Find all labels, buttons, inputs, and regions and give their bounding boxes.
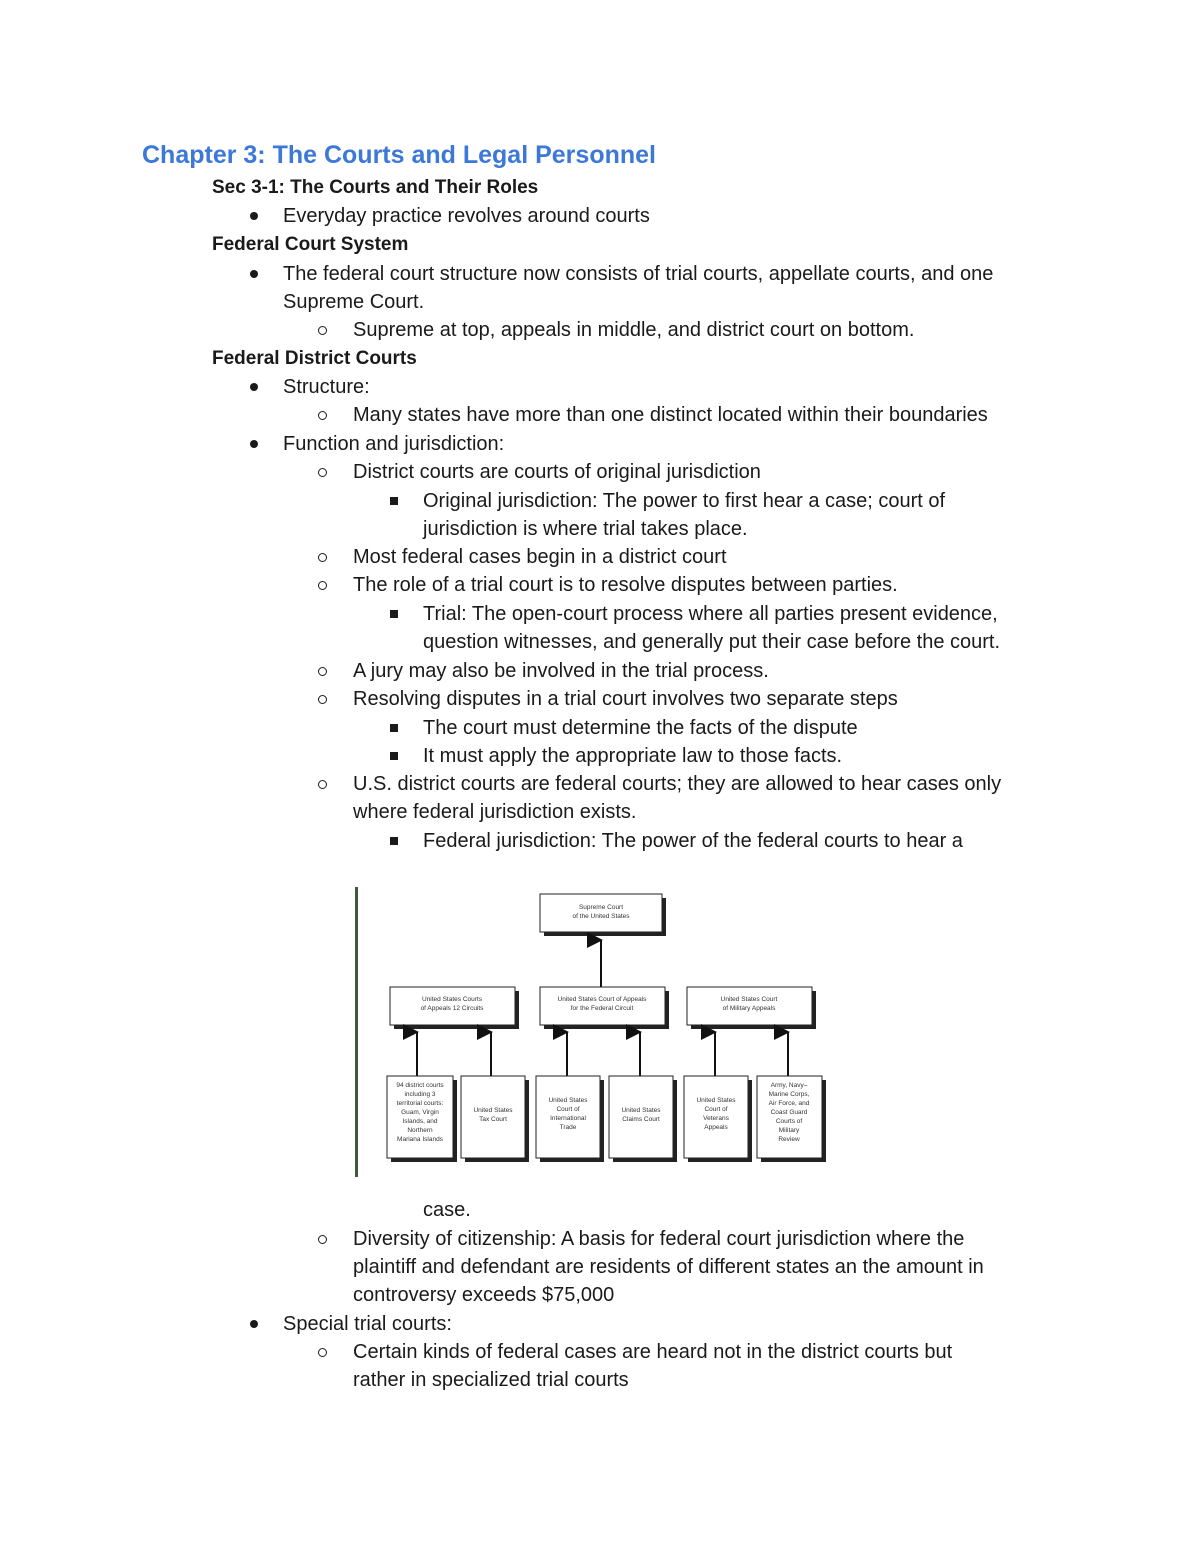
list-item: Trial: The open-court process where all parties present evidence, — [423, 603, 998, 625]
box-label: of the United States — [572, 913, 630, 920]
box-label: Veterans — [703, 1115, 729, 1122]
circle-bullet-icon — [318, 1235, 327, 1244]
box-label: Army, Navy– — [770, 1082, 808, 1089]
veterans-appeals-box — [684, 1076, 752, 1162]
bullet-icon — [250, 1320, 258, 1328]
box-label: United States Courts — [422, 996, 482, 1003]
list-item-continuation: case. — [423, 1199, 471, 1221]
box-label: 94 district courts — [396, 1082, 444, 1089]
box-label: territorial courts: — [396, 1100, 444, 1107]
square-bullet-icon — [390, 724, 398, 732]
box-label: Islands, and — [402, 1118, 438, 1125]
box-label: Appeals — [704, 1124, 728, 1131]
list-item-continuation: question witnesses, and generally put their case before the court. — [423, 631, 1001, 653]
list-item: U.S. district courts are federal courts; they are allowed to hear cases only — [353, 773, 1002, 795]
box-label: International — [550, 1115, 586, 1122]
box-label: Review — [778, 1136, 800, 1143]
bullet-icon — [250, 440, 258, 448]
list-item: The court must determine the facts of the dispute — [423, 717, 858, 739]
box-label: United States — [548, 1097, 588, 1104]
list-item: Resolving disputes in a trial court involves two separate steps — [353, 688, 898, 710]
box-label: including 3 — [404, 1091, 436, 1098]
international-trade-box — [536, 1076, 604, 1162]
circle-bullet-icon — [318, 468, 327, 477]
box-label: Coast Guard — [770, 1109, 808, 1116]
image-edge — [355, 887, 358, 1177]
box-label: Court of — [704, 1106, 728, 1113]
box-label: United States — [621, 1107, 661, 1114]
circle-bullet-icon — [318, 553, 327, 562]
circle-bullet-icon — [318, 695, 327, 704]
list-item: A jury may also be involved in the trial process. — [353, 660, 769, 682]
tax-court-box — [461, 1076, 529, 1162]
list-item: Function and jurisdiction: — [283, 433, 505, 455]
district-courts-box — [387, 1076, 457, 1162]
list-item: Original jurisdiction: The power to first hear a case; court of — [423, 490, 946, 512]
list-item-continuation: rather in specialized trial courts — [353, 1369, 629, 1391]
list-item: Federal jurisdiction: The power of the federal courts to hear a — [423, 830, 963, 852]
list-item: Supreme at top, appeals in middle, and district court on bottom. — [353, 319, 915, 341]
circle-bullet-icon — [318, 780, 327, 789]
list-item-continuation: plaintiff and defendant are residents of different states an the amount in — [353, 1256, 984, 1278]
chapter-title: Chapter 3: The Courts and Legal Personnel — [142, 141, 656, 169]
square-bullet-icon — [390, 610, 398, 618]
bullet-icon — [250, 383, 258, 391]
list-item: It must apply the appropriate law to those facts. — [423, 745, 843, 767]
circle-bullet-icon — [318, 581, 327, 590]
list-item: Special trial courts: — [283, 1313, 452, 1335]
list-item: Many states have more than one distinct located within their boundaries — [353, 404, 988, 426]
box-label: Guam, Virgin — [401, 1109, 439, 1116]
box-label: Military — [778, 1127, 800, 1134]
bullet-icon — [250, 212, 258, 220]
list-item: District courts are courts of original jurisdiction — [353, 461, 761, 483]
claims-court-box — [609, 1076, 677, 1162]
list-item: Certain kinds of federal cases are heard not in the district courts but — [353, 1341, 953, 1363]
box-label: Air Force, and — [768, 1100, 810, 1107]
section-heading: Federal Court System — [212, 234, 409, 255]
box-label: United States — [696, 1097, 736, 1104]
military-appeals-box — [687, 987, 816, 1029]
supreme-court-box — [540, 894, 666, 936]
list-item: Most federal cases begin in a district court — [353, 546, 727, 568]
box-label: Marine Corps, — [768, 1091, 810, 1098]
section-heading: Federal District Courts — [212, 348, 417, 369]
box-label: Tax Court — [479, 1116, 507, 1123]
box-label: of Military Appeals — [722, 1005, 776, 1012]
list-item-continuation: Supreme Court. — [283, 291, 425, 313]
federal-circuit-box — [540, 987, 669, 1029]
list-item: The federal court structure now consists of trial courts, appellate courts, and one — [283, 263, 994, 285]
box-label: Supreme Court — [578, 904, 624, 911]
list-item: Everyday practice revolves around courts — [283, 205, 650, 227]
section-heading: Sec 3-1: The Courts and Their Roles — [212, 177, 539, 198]
military-review-box — [757, 1076, 826, 1162]
list-item: Diversity of citizenship: A basis for federal court jurisdiction where the — [353, 1228, 965, 1250]
circle-bullet-icon — [318, 411, 327, 420]
box-label: United States — [473, 1107, 513, 1114]
federal-court-structure-diagram — [355, 887, 903, 1177]
square-bullet-icon — [390, 752, 398, 760]
square-bullet-icon — [390, 837, 398, 845]
box-label: Courts of — [775, 1118, 803, 1125]
list-item-continuation: jurisdiction is where trial takes place. — [423, 518, 748, 540]
box-label: of Appeals 12 Circuits — [420, 1005, 484, 1012]
list-item: The role of a trial court is to resolve disputes between parties. — [353, 574, 898, 596]
box-label: Trade — [559, 1124, 577, 1131]
list-item: Structure: — [283, 376, 370, 398]
box-label: Court of — [556, 1106, 580, 1113]
circle-bullet-icon — [318, 326, 327, 335]
circle-bullet-icon — [318, 1348, 327, 1357]
box-label: for the Federal Circuit — [570, 1005, 634, 1012]
box-label: Mariana Islands — [397, 1136, 443, 1143]
appeals-12-circuits-box — [390, 987, 519, 1029]
square-bullet-icon — [390, 497, 398, 505]
box-label: Claims Court — [622, 1116, 660, 1123]
list-item-continuation: controversy exceeds $75,000 — [353, 1284, 615, 1306]
box-label: United States Court of Appeals — [557, 996, 647, 1003]
box-label: Northern — [407, 1127, 433, 1134]
bullet-icon — [250, 270, 258, 278]
circle-bullet-icon — [318, 667, 327, 676]
box-label: United States Court — [720, 996, 778, 1003]
list-item-continuation: where federal jurisdiction exists. — [353, 801, 637, 823]
